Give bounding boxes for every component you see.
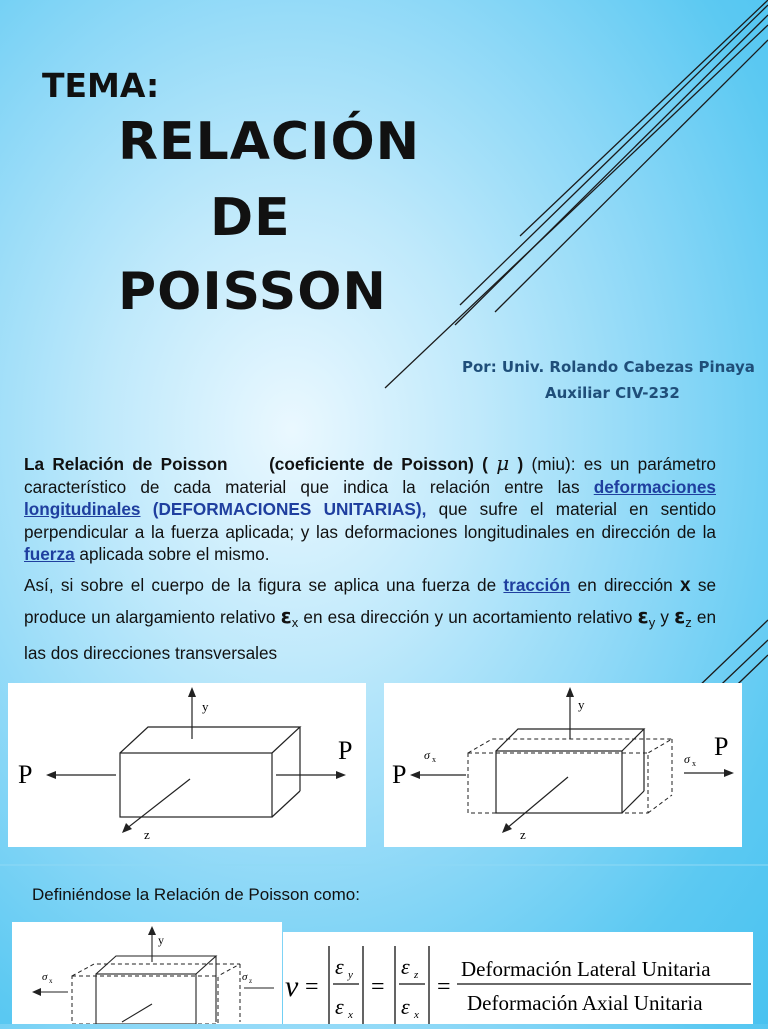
y-arrow-icon xyxy=(188,687,196,697)
y-arrow-icon xyxy=(566,687,574,697)
title-line-3: POISSON xyxy=(118,262,387,322)
block-diagram-1 xyxy=(8,683,366,847)
eps-x-den-2-sub: x xyxy=(414,1009,419,1021)
block-diagram-3 xyxy=(12,922,282,1024)
epsilon-x-sub: x xyxy=(291,615,299,630)
figure-block-original xyxy=(8,683,366,847)
fig3-sigma-left-sub: x xyxy=(49,977,53,985)
eps-x-den-sub: x xyxy=(348,1009,353,1021)
traction-text-4: en esa dirección y un acortamiento relativo xyxy=(303,607,633,627)
nu-symbol: ν xyxy=(285,970,299,1003)
left-arrow-icon xyxy=(410,771,420,779)
left-arrow-icon xyxy=(46,771,56,779)
link-fuerza[interactable]: fuerza xyxy=(24,544,75,564)
definition-text-1: (miu): es un parámetro característico de cada material que indica la relación entre las xyxy=(24,454,716,497)
left-arrow-icon xyxy=(32,988,41,996)
eps-y-num: ε xyxy=(335,954,344,979)
definition-intro: Definiéndose la Relación de Poisson como: xyxy=(32,885,360,904)
term-relacion-poisson: La Relación de Poisson xyxy=(24,454,228,474)
fig3-sigma-right: σ xyxy=(242,971,248,983)
equals-2: = xyxy=(371,974,385,1000)
poisson-formula xyxy=(283,932,753,1024)
mu-symbol: μ xyxy=(496,451,510,475)
fig3-sigma-right-sub: z xyxy=(249,977,253,985)
right-arrow-icon xyxy=(724,769,734,777)
author-course: Auxiliar CIV-232 xyxy=(545,384,680,402)
link-traccion[interactable]: tracción xyxy=(503,575,571,595)
eps-y-num-sub: y xyxy=(348,969,353,981)
fig1-p-left: P xyxy=(18,760,33,789)
fig3-sigma-left: σ xyxy=(42,971,48,983)
equals-1: = xyxy=(305,974,319,1000)
z-arrow-icon xyxy=(122,823,132,833)
fig2-sigma-right-sub: x xyxy=(692,759,696,768)
fig2-sigma-left-sub: x xyxy=(432,755,436,764)
right-arrow-icon xyxy=(336,771,346,779)
y-arrow-icon xyxy=(148,926,156,935)
deformaciones-unitarias-text: (DEFORMACIONES UNITARIAS), xyxy=(152,499,427,519)
conjunction-y: y xyxy=(660,607,669,627)
fig2-y-label: y xyxy=(578,697,585,712)
fig1-p-right: P xyxy=(338,736,353,765)
eps-z-num-sub: z xyxy=(414,969,419,981)
tema-label: TEMA: xyxy=(42,66,160,105)
epsilon-y: ε xyxy=(637,604,649,628)
epsilon-y-sub: y xyxy=(648,615,656,630)
eps-z-num: ε xyxy=(401,954,410,979)
figure-block-formula xyxy=(12,922,282,1024)
author-name: Por: Univ. Rolando Cabezas Pinaya xyxy=(462,358,755,376)
fig3-y-label: y xyxy=(158,933,164,947)
epsilon-x: ε xyxy=(280,604,292,628)
fig2-sigma-left: σ xyxy=(424,748,430,762)
formula-numerator: Deformación Lateral Unitaria xyxy=(461,957,711,981)
link-deformaciones-longitudinales[interactable]: deformaciones longitudinales xyxy=(24,476,716,519)
title-line-1: RELACIÓN xyxy=(118,112,421,172)
term-coeficiente: (coeficiente de Poisson) ( xyxy=(269,454,488,474)
poisson-formula-svg xyxy=(283,932,753,1024)
epsilon-z: ε xyxy=(674,604,686,628)
traction-text-1: Así, si sobre el cuerpo de la figura se aplica una fuerza de xyxy=(24,575,497,595)
fig1-z-label: z xyxy=(144,827,150,842)
definition-text-3: aplicada sobre el mismo. xyxy=(79,544,270,564)
fig2-p-right: P xyxy=(714,732,729,761)
traction-text-5: en las dos direcciones transversales xyxy=(24,607,717,663)
formula-denominator: Deformación Axial Unitaria xyxy=(467,991,703,1015)
fig1-y-label: y xyxy=(202,699,209,714)
equals-3: = xyxy=(437,974,451,1000)
traction-text-3: se produce un alargamiento relativo xyxy=(24,575,716,627)
x-direction: x xyxy=(680,575,691,596)
fig2-sigma-right: σ xyxy=(684,752,690,766)
definition-paragraph xyxy=(24,452,716,566)
traction-text-2: en dirección xyxy=(577,575,673,595)
block-diagram-2 xyxy=(384,683,742,847)
fig2-z-label: z xyxy=(520,827,526,842)
definition-text-2: que sufre el material en sentido perpendicular a la fuerza aplicada; y las deformaciones longitudinales en dirección de la xyxy=(24,499,716,542)
title-line-2: DE xyxy=(210,188,291,248)
epsilon-z-sub: z xyxy=(685,615,692,630)
traction-paragraph xyxy=(24,570,716,668)
eps-x-den: ε xyxy=(335,994,344,1019)
close-paren: ) xyxy=(517,454,524,474)
fig2-p-left: P xyxy=(392,760,407,789)
figure-block-deformed xyxy=(384,683,742,847)
eps-x-den-2: ε xyxy=(401,994,410,1019)
